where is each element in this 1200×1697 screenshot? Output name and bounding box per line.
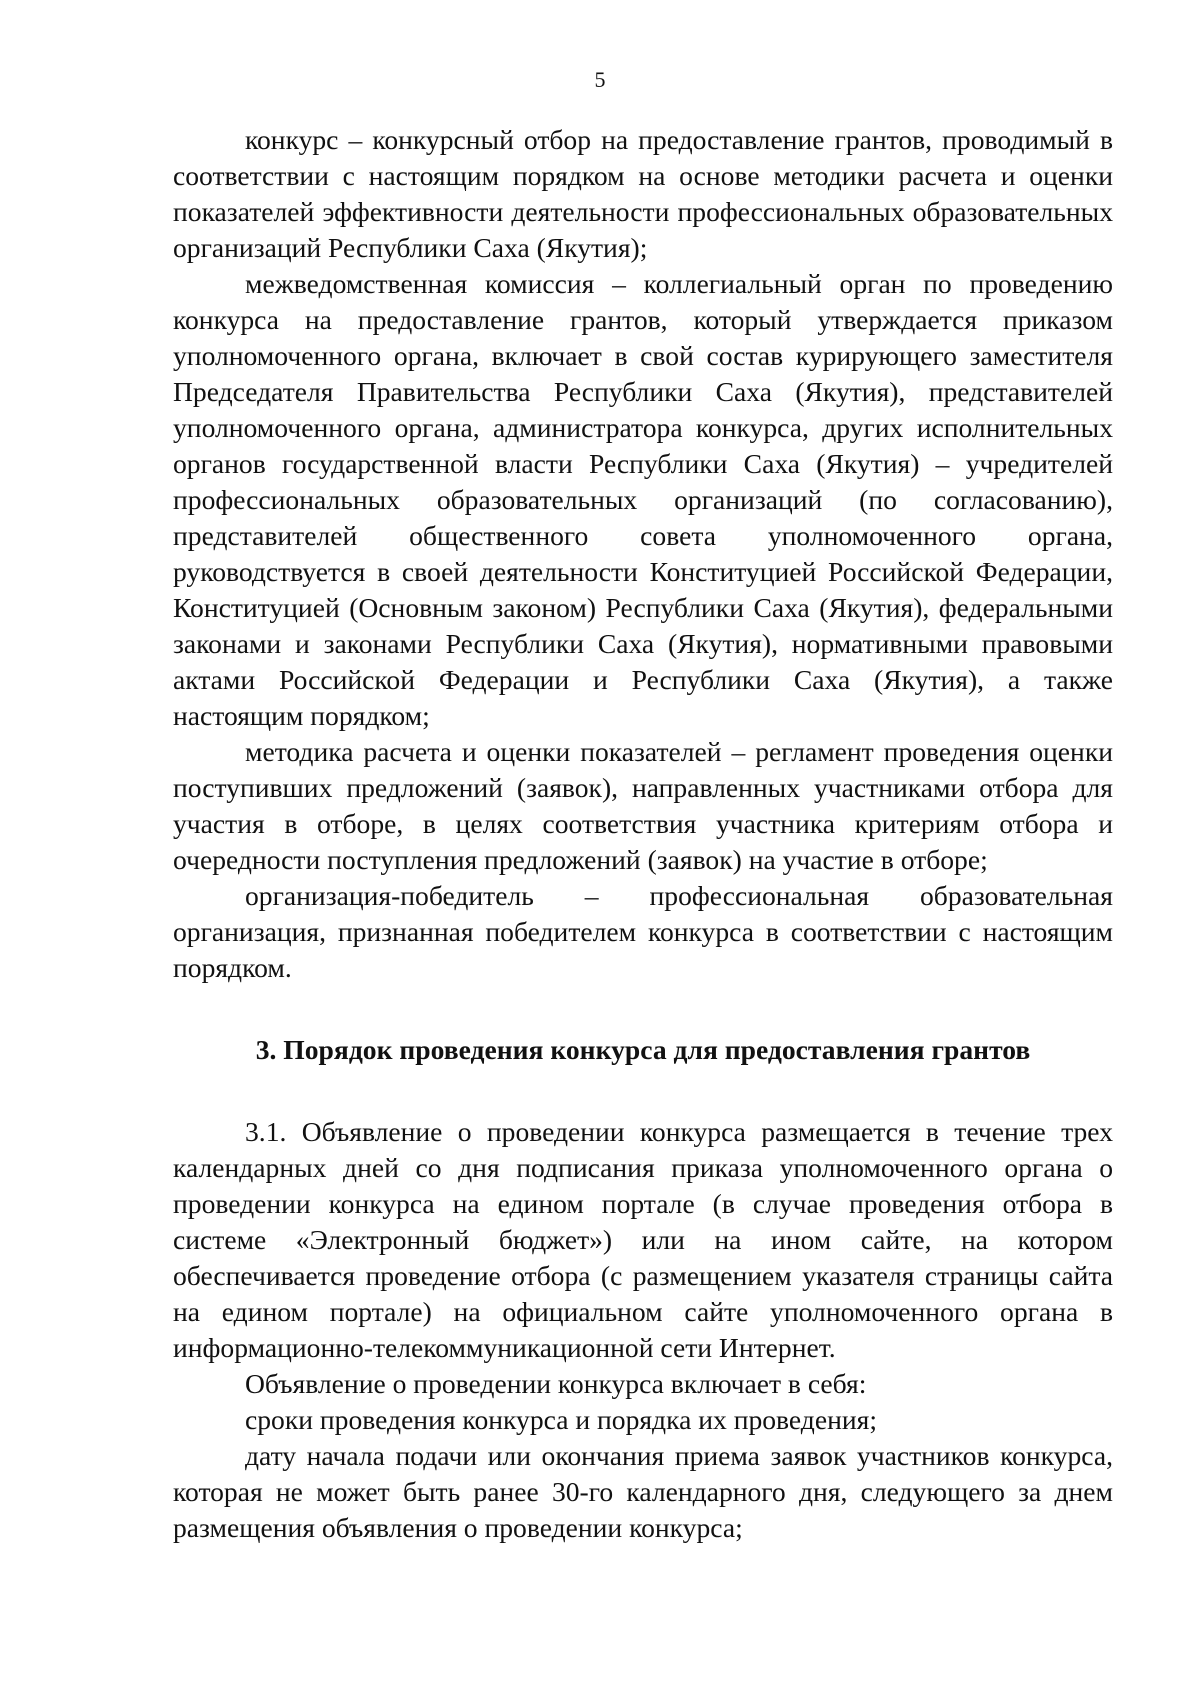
section-heading: 3. Порядок проведения конкурса для предоставления грантов [255, 1034, 1031, 1065]
document-body [173, 122, 1113, 1546]
page-number: 5 [594, 67, 606, 92]
definition-methodology: методика расчета и оценки показателей – регламент проведения оценки поступивших предложений (заявок), направленных участниками отбора для участия в отборе, в целях соответствия участника критериям отбора и очередности поступления предложений (заявок) на участие в отборе; [173, 736, 1113, 875]
section-paragraph-deadlines: сроки проведения конкурса и порядка их проведения; [245, 1404, 877, 1435]
definition-commission: межведомственная комиссия – коллегиальный орган по проведению конкурса на предоставление грантов, который утверждается приказом уполномоченного органа, включает в свой состав курирующего заместителя Председателя Правительства Республики Саха (Якутия), представителей уполномоченного органа, администратора конкурса, других исполнительных органов государственной власти Республики Саха (Якутия) – учредителей профессиональных образовательных организаций (по согласованию), представителей общественного совета уполномоченного органа, руководствуется в своей деятельности Конституцией Российской Федерации, Конституцией (Основным законом) Республики Саха (Якутия), федеральными законами и законами Республики Саха (Якутия), нормативными правовыми актами Российской Федерации и Республики Саха (Якутия), а также настоящим порядком; [173, 268, 1113, 731]
section-paragraph-application-date: дату начала подачи или окончания приема заявок участников конкурса, которая не может быть ранее 30-го календарного дня, следующего за днем размещения объявления о проведении конкурса; [173, 1440, 1113, 1543]
section-paragraph-contents: Объявление о проведении конкурса включает в себя: [245, 1368, 867, 1399]
section-paragraph-announcement: 3.1. Объявление о проведении конкурса размещается в течение трех календарных дней со дня подписания приказа уполномоченного органа о проведении конкурса на едином портале (в случае проведения отбора в системе «Электронный бюджет») или на ином сайте, на котором обеспечивается проведение отбора (с размещением указателя страницы сайта на едином портале) на официальном сайте уполномоченного органа в информационно-телекоммуникационной сети Интернет. [173, 1116, 1113, 1363]
definition-konkurs: конкурс – конкурсный отбор на предоставление грантов, проводимый в соответствии с настоящим порядком на основе методики расчета и оценки показателей эффективности деятельности профессиональных образовательных организаций Республики Саха (Якутия); [173, 124, 1113, 263]
definition-winner: организация-победитель – профессиональная образовательная организация, признанная победителем конкурса в соответствии с настоящим порядком. [173, 880, 1113, 983]
